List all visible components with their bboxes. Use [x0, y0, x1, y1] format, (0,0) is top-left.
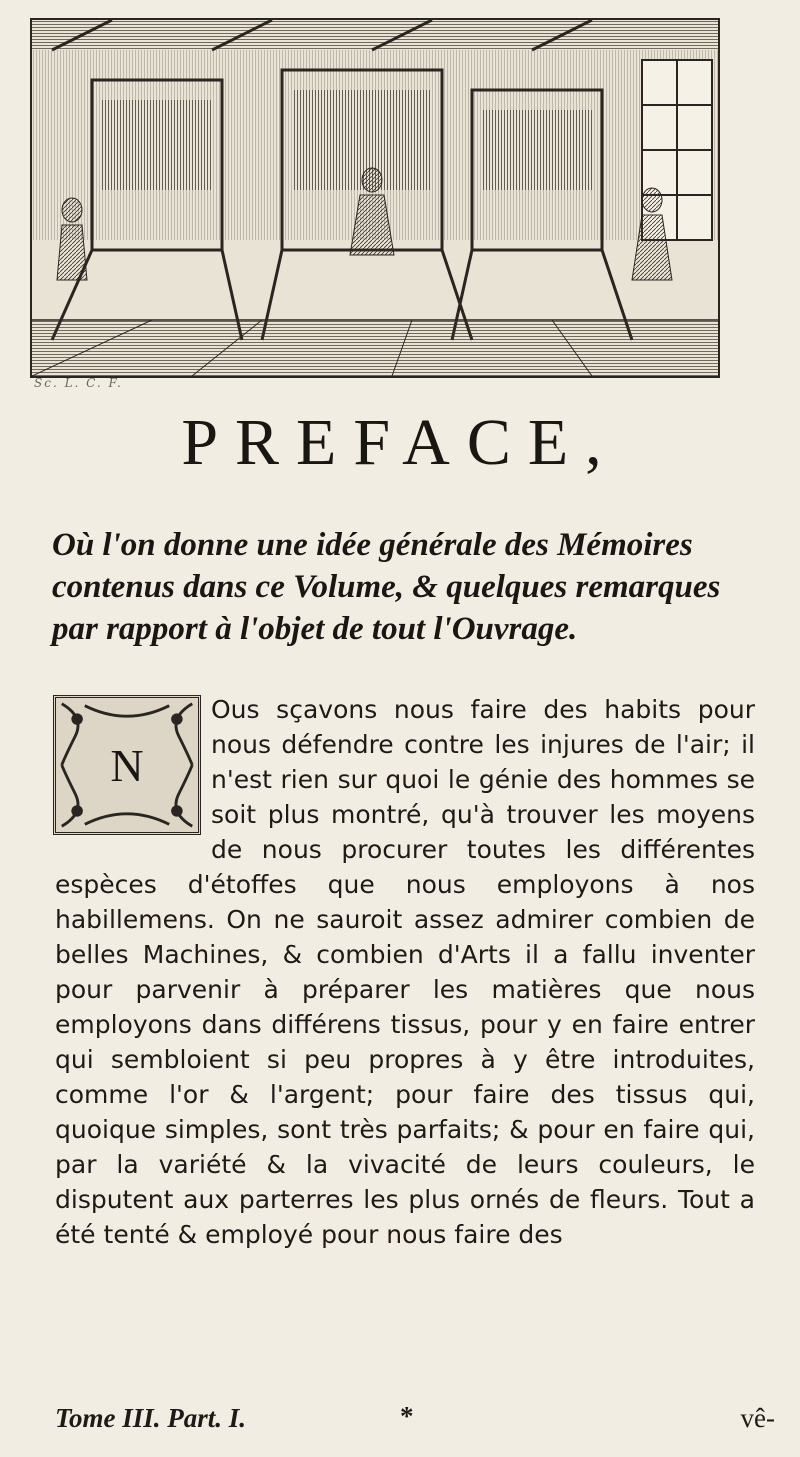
page-footer — [55, 1403, 775, 1443]
preface-body-text: Ous sçavons nous faire des habits pour nous défendre contre les injures de l'air; il n'est rien sur quoi le génie des hommes se soit plus montré, qu'à trouver les moyens de nous procurer toutes les différentes espèces d'étoffes que nous employons à nos habillemens. On ne sauroit assez admirer combien de belles Machines, & combien d'Arts il a fallu inventer pour parvenir à préparer les matières que nous employons dans différens tissus, pour y en faire entrer qui sembloient si peu propres à y être introduites, comme l'or & l'argent; pour faire des tissus qui, quoique simples, sont très parfaits; & pour en faire qui, par la variété & la vivacité de leurs couleurs, le disputent aux parterres les plus ornés de fleurs. Tout a été tenté & employé pour nous faire des — [55, 695, 755, 1249]
volume-reference: Tome III. Part. I. — [55, 1403, 247, 1433]
headpiece-engraving — [30, 18, 720, 378]
page-title: PREFACE, — [181, 406, 619, 479]
engraver-signature: Sc. L. C. F. — [34, 376, 123, 390]
dropcap-letter: N — [110, 739, 144, 791]
preface-body — [55, 692, 755, 1252]
signature-mark: * — [400, 1401, 414, 1431]
catchword: vê- — [740, 1403, 775, 1433]
ornamental-dropcap — [53, 695, 201, 835]
preface-subtitle: Où l'on donne une idée générale des Mémoires contenus dans ce Volume, & quelques remarques par rapport à l'objet de tout l'Ouvrage. — [52, 527, 721, 647]
weaving-workshop-illustration — [32, 20, 718, 376]
